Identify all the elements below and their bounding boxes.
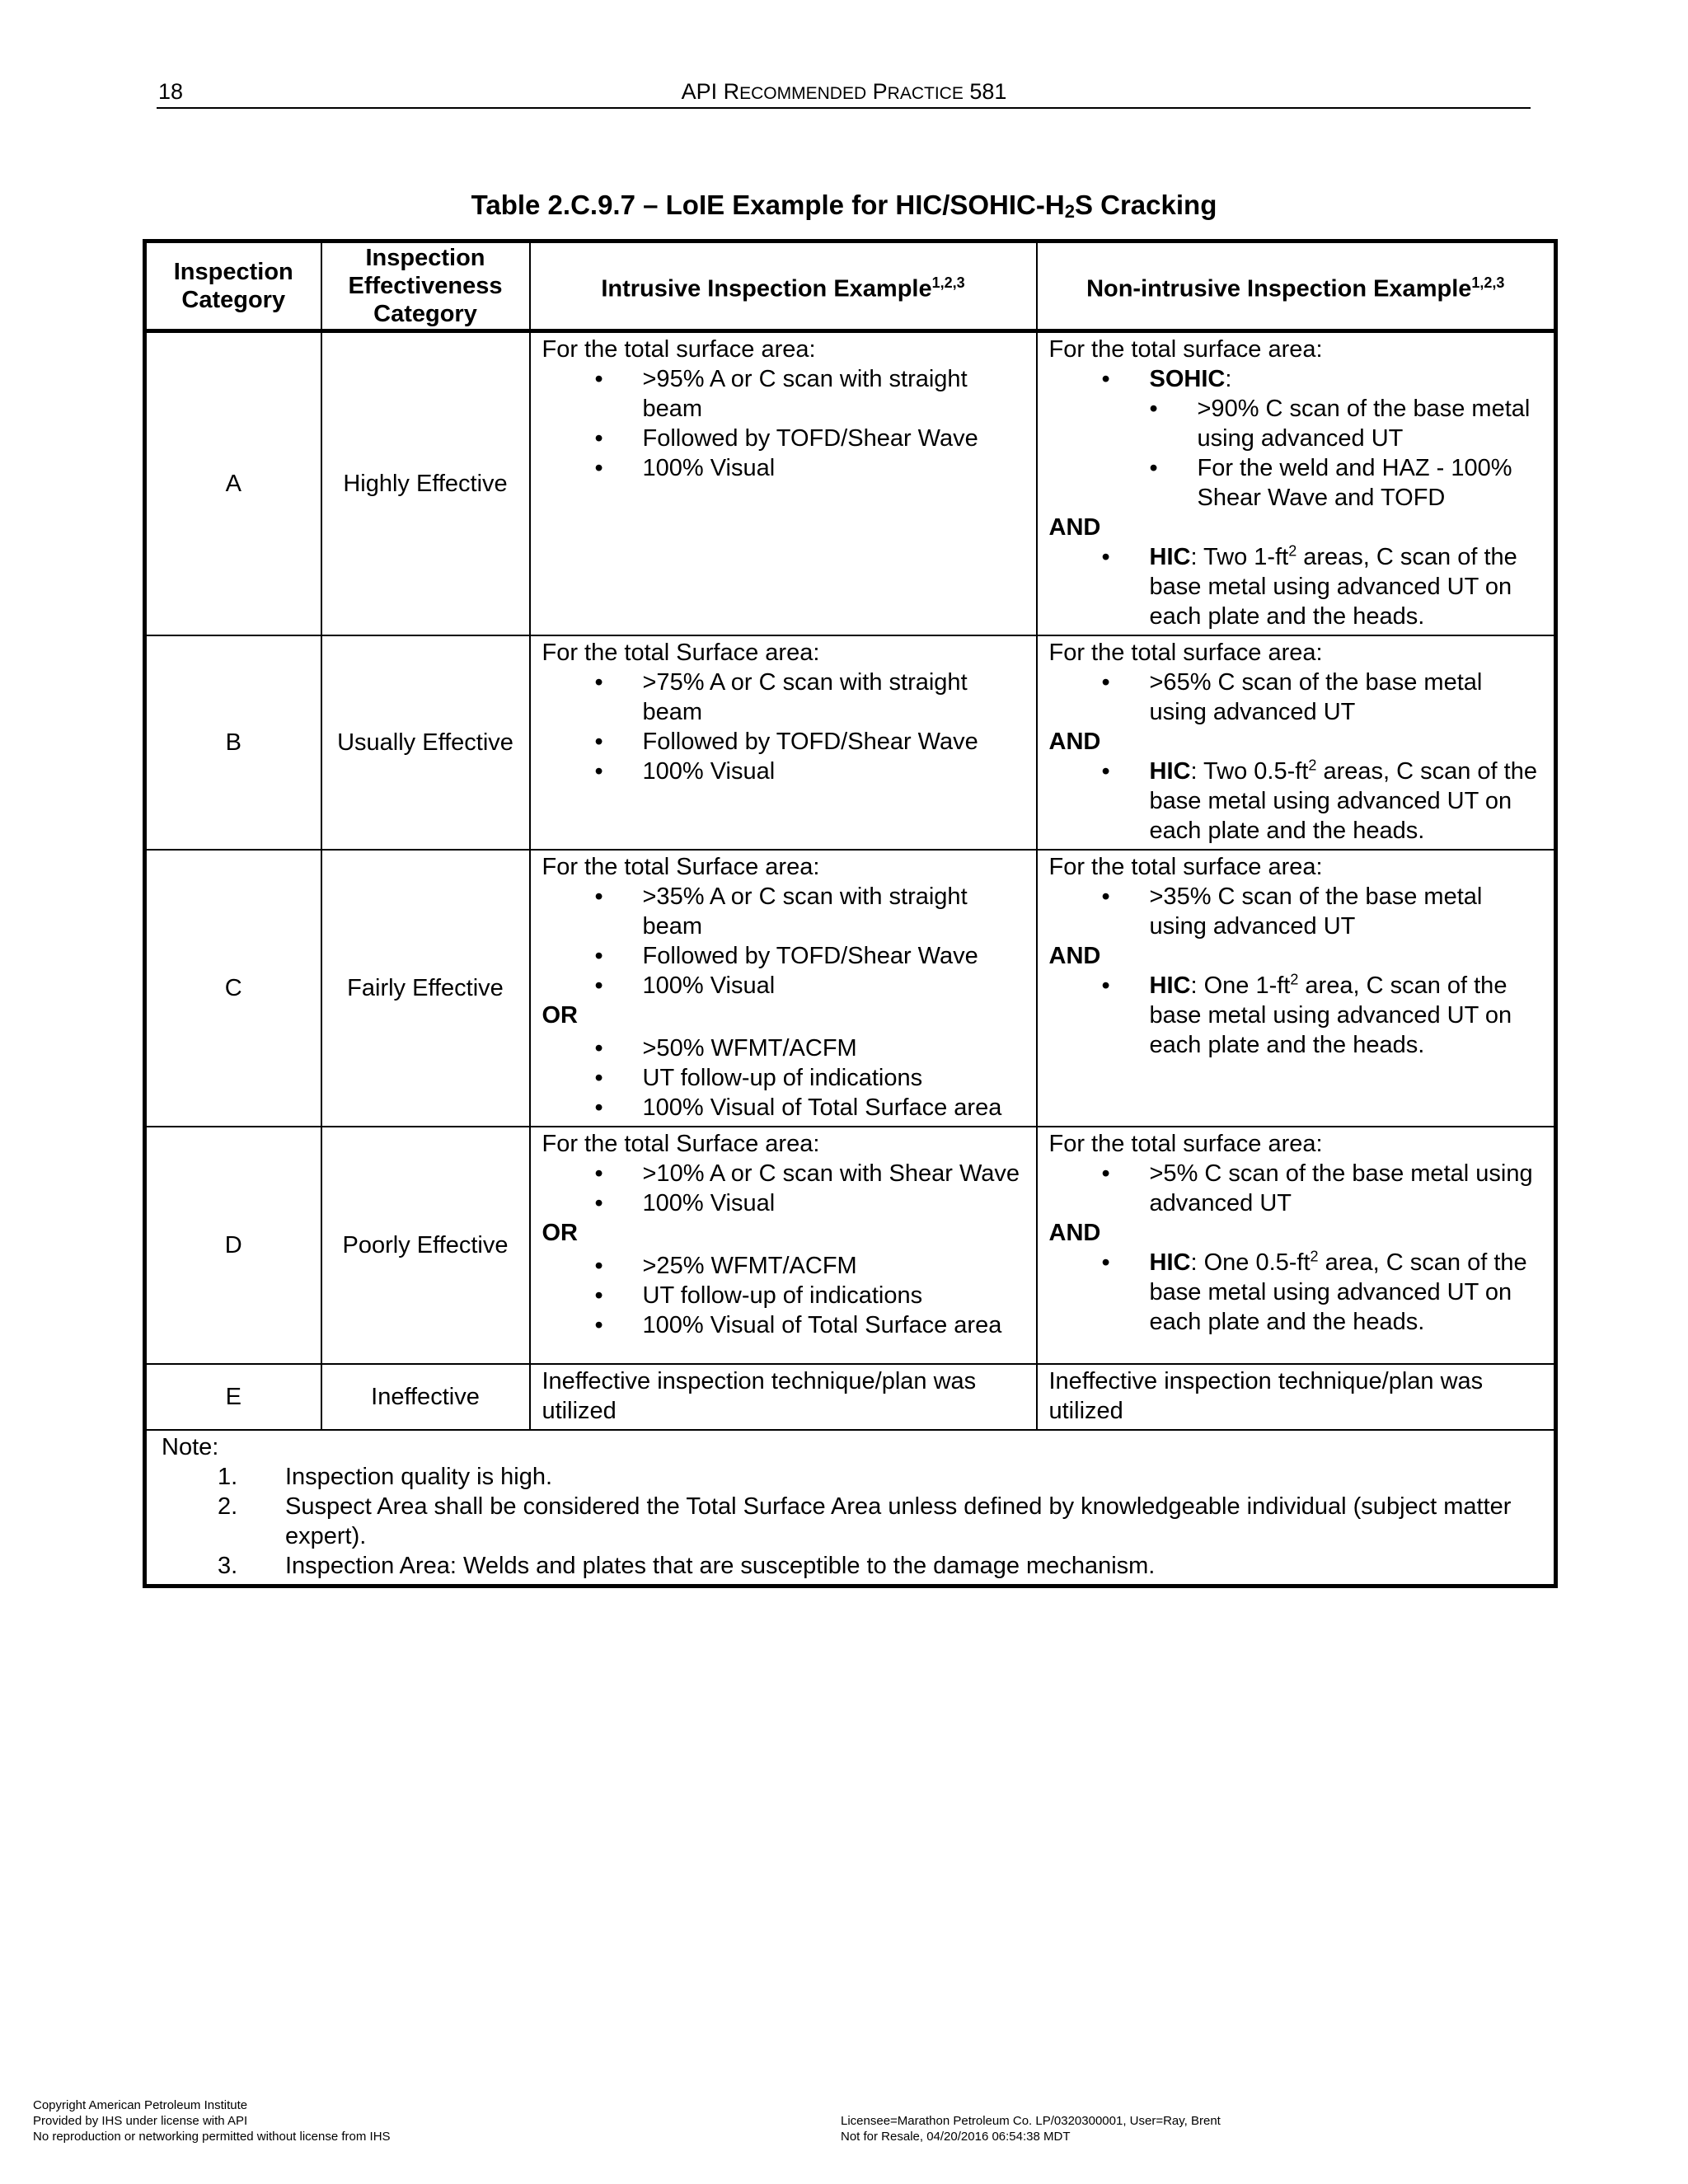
intrusive-bullets — [542, 882, 1025, 1001]
category-cell: B — [145, 635, 321, 850]
table-title-subscript: 2 — [1064, 201, 1075, 222]
header-intrusive-text: Intrusive Inspection Example — [601, 275, 932, 302]
note-number: 2. — [218, 1493, 238, 1520]
nonintrusive-cell — [1037, 1127, 1556, 1364]
note-text: Inspection quality is high. — [285, 1464, 553, 1490]
document-title — [0, 79, 1688, 105]
category-cell: E — [145, 1364, 321, 1430]
intrusive-intro: For the total Surface area: — [542, 640, 820, 666]
and-connector: AND — [1048, 514, 1101, 541]
hic-label: HIC — [1149, 544, 1191, 570]
table-title-part1: Table 2.C.9.7 – LoIE Example for HIC/SOHIC-H — [471, 190, 1065, 220]
nonintrusive-intro: For the total surface area: — [1048, 336, 1323, 363]
sohic-bullet — [1049, 364, 1543, 394]
nonintrusive-bullets — [1049, 364, 1543, 513]
bullet-item: • UT follow-up of indications — [542, 1063, 1025, 1093]
hic-label: HIC — [1149, 758, 1191, 785]
header-effectiveness-category: Inspection Effectiveness Category — [321, 241, 530, 331]
hic-text-pre: : One 1-ft — [1190, 972, 1291, 999]
hic-bullets — [1049, 1248, 1543, 1337]
bullet-item: • >75% A or C scan with straight beam — [542, 668, 1025, 727]
bullet-item: • 100% Visual — [542, 971, 1025, 1001]
hic-bullets — [1049, 757, 1543, 846]
bullet-item: • >5% C scan of the base metal using advanced UT — [1049, 1159, 1543, 1218]
bullet-item: • 100% Visual — [542, 453, 1025, 483]
nonintrusive-intro: For the total surface area: — [1048, 1131, 1323, 1157]
intrusive-cell — [530, 331, 1037, 636]
sohic-label: SOHIC — [1149, 366, 1226, 392]
hic-text-pre: : Two 1-ft — [1190, 544, 1289, 570]
doc-title-smallcaps-1: ECOMMENDED — [739, 84, 867, 103]
bullet-item: • >25% WFMT/ACFM — [542, 1251, 1025, 1281]
effectiveness-cell: Usually Effective — [321, 635, 530, 850]
category-cell: D — [145, 1127, 321, 1364]
bullet-item: • >35% C scan of the base metal using advanced UT — [1049, 882, 1543, 941]
loie-table — [143, 239, 1558, 1588]
nonintrusive-intro: For the total surface area: — [1048, 854, 1323, 880]
intrusive-intro: For the total Surface area: — [542, 1131, 820, 1157]
bullet-item: • Followed by TOFD/Shear Wave — [542, 941, 1025, 971]
note-label: Note: — [162, 1434, 219, 1460]
footer-left-line: Provided by IHS under license with API — [33, 2114, 248, 2128]
effectiveness-cell: Highly Effective — [321, 331, 530, 636]
table-row-b — [145, 635, 1556, 850]
category-cell: C — [145, 850, 321, 1127]
hic-bullet — [1049, 757, 1543, 846]
sohic-colon: : — [1225, 366, 1232, 392]
header-rule — [157, 107, 1531, 109]
table-row-d — [145, 1127, 1556, 1364]
bullet-item: • 100% Visual of Total Surface area — [542, 1310, 1025, 1340]
hic-text-pre: : Two 0.5-ft — [1190, 758, 1309, 785]
intrusive-cell — [530, 1127, 1037, 1364]
page-number: 18 — [158, 79, 184, 104]
note-text: Suspect Area shall be considered the Total Surface Area unless defined by knowledgeable individual (subject matter expert). — [285, 1493, 1512, 1549]
and-connector: AND — [1048, 943, 1101, 969]
nonintrusive-bullets — [1049, 668, 1543, 727]
note-item — [162, 1551, 1539, 1581]
header-inspection-category: Inspection Category — [145, 241, 321, 331]
bullet-item: • >95% A or C scan with straight beam — [542, 364, 1025, 424]
hic-bullets — [1049, 971, 1543, 1060]
table-note-row — [145, 1430, 1556, 1586]
or-connector: OR — [542, 1002, 578, 1029]
bullet-item: • >35% A or C scan with straight beam — [542, 882, 1025, 941]
hic-text-post: areas, C scan of the base metal using advanced UT on each plate and the heads. — [1149, 544, 1517, 630]
bullet-item: • 100% Visual of Total Surface area — [542, 1093, 1025, 1122]
hic-text-post: area, C scan of the base metal using advanced UT on each plate and the heads. — [1149, 1249, 1527, 1335]
nonintrusive-cell — [1037, 331, 1556, 636]
hic-superscript: 2 — [1288, 542, 1297, 560]
note-text: Inspection Area: Welds and plates that are susceptible to the damage mechanism. — [285, 1553, 1156, 1579]
doc-title-prefix: API R — [681, 79, 740, 104]
footer-right-line: Licensee=Marathon Petroleum Co. LP/0320300001, User=Ray, Brent — [841, 2114, 1221, 2128]
bullet-item: • >10% A or C scan with Shear Wave — [542, 1159, 1025, 1188]
hic-superscript: 2 — [1290, 971, 1299, 988]
hic-text-post: areas, C scan of the base metal using advanced UT on each plate and the heads. — [1149, 758, 1537, 844]
note-cell — [145, 1430, 1556, 1586]
doc-title-suffix: 581 — [963, 79, 1007, 104]
hic-superscript: 2 — [1310, 1248, 1319, 1265]
header-nonintrusive-example — [1037, 241, 1556, 331]
note-item — [162, 1462, 1539, 1492]
category-cell: A — [145, 331, 321, 636]
effectiveness-cell: Fairly Effective — [321, 850, 530, 1127]
bullet-item: • Followed by TOFD/Shear Wave — [542, 424, 1025, 453]
table-title — [0, 190, 1688, 223]
intrusive-cell: Ineffective inspection technique/plan was utilized — [530, 1364, 1037, 1430]
nonintrusive-cell: Ineffective inspection technique/plan was utilized — [1037, 1364, 1556, 1430]
header-nonintrusive-sup: 1,2,3 — [1471, 274, 1505, 292]
doc-title-smallcaps-2: RACTICE — [887, 84, 964, 103]
hic-label: HIC — [1149, 1249, 1191, 1276]
note-item — [162, 1492, 1539, 1551]
intrusive-cell — [530, 635, 1037, 850]
header-nonintrusive-text: Non-intrusive Inspection Example — [1086, 275, 1472, 302]
hic-text-pre: : One 0.5-ft — [1190, 1249, 1311, 1276]
and-connector: AND — [1048, 729, 1101, 755]
nonintrusive-cell — [1037, 850, 1556, 1127]
effectiveness-cell: Ineffective — [321, 1364, 530, 1430]
nonintrusive-bullets — [1049, 1159, 1543, 1218]
intrusive-bullets-alt — [542, 1033, 1025, 1122]
nonintrusive-cell — [1037, 635, 1556, 850]
bullet-item: • 100% Visual — [542, 757, 1025, 786]
hic-bullet — [1049, 1248, 1543, 1337]
sub-bullet-item: • For the weld and HAZ - 100% Shear Wave and TOFD — [1049, 453, 1543, 513]
table-row-e — [145, 1364, 1556, 1430]
hic-superscript: 2 — [1308, 757, 1317, 774]
bullet-item: • 100% Visual — [542, 1188, 1025, 1218]
hic-label: HIC — [1149, 972, 1191, 999]
intrusive-intro: For the total surface area: — [542, 336, 816, 363]
intrusive-cell — [530, 850, 1037, 1127]
hic-bullets — [1049, 542, 1543, 631]
sub-bullet-item: • >90% C scan of the base metal using advanced UT — [1049, 394, 1543, 453]
note-number: 3. — [218, 1553, 238, 1579]
bullet-item: • Followed by TOFD/Shear Wave — [542, 727, 1025, 757]
effectiveness-cell: Poorly Effective — [321, 1127, 530, 1364]
footer-license — [841, 2113, 1221, 2144]
bullet-item: • >65% C scan of the base metal using advanced UT — [1049, 668, 1543, 727]
intrusive-bullets — [542, 668, 1025, 786]
intrusive-bullets-alt — [542, 1251, 1025, 1340]
doc-title-mid: P — [866, 79, 888, 104]
table-title-part2: S Cracking — [1074, 190, 1217, 220]
table-header-row — [145, 241, 1556, 331]
footer-right-line: Not for Resale, 04/20/2016 06:54:38 MDT — [841, 2130, 1071, 2144]
intrusive-bullets — [542, 364, 1025, 483]
and-connector: AND — [1048, 1220, 1101, 1246]
bullet-item: • UT follow-up of indications — [542, 1281, 1025, 1310]
hic-text-post: area, C scan of the base metal using advanced UT on each plate and the heads. — [1149, 972, 1512, 1058]
intrusive-bullets — [542, 1159, 1025, 1218]
or-connector: OR — [542, 1220, 578, 1246]
footer-copyright — [33, 2097, 391, 2144]
hic-bullet — [1049, 542, 1543, 631]
table-row-c — [145, 850, 1556, 1127]
intrusive-intro: For the total Surface area: — [542, 854, 820, 880]
footer-left-line: No reproduction or networking permitted without license from IHS — [33, 2130, 391, 2144]
footer-left-line: Copyright American Petroleum Institute — [33, 2098, 248, 2112]
header-intrusive-example — [530, 241, 1037, 331]
bullet-item: • >50% WFMT/ACFM — [542, 1033, 1025, 1063]
nonintrusive-intro: For the total surface area: — [1048, 640, 1323, 666]
note-number: 1. — [218, 1464, 238, 1490]
table-row-a — [145, 331, 1556, 636]
header-intrusive-sup: 1,2,3 — [931, 274, 965, 292]
hic-bullet — [1049, 971, 1543, 1060]
nonintrusive-bullets — [1049, 882, 1543, 941]
